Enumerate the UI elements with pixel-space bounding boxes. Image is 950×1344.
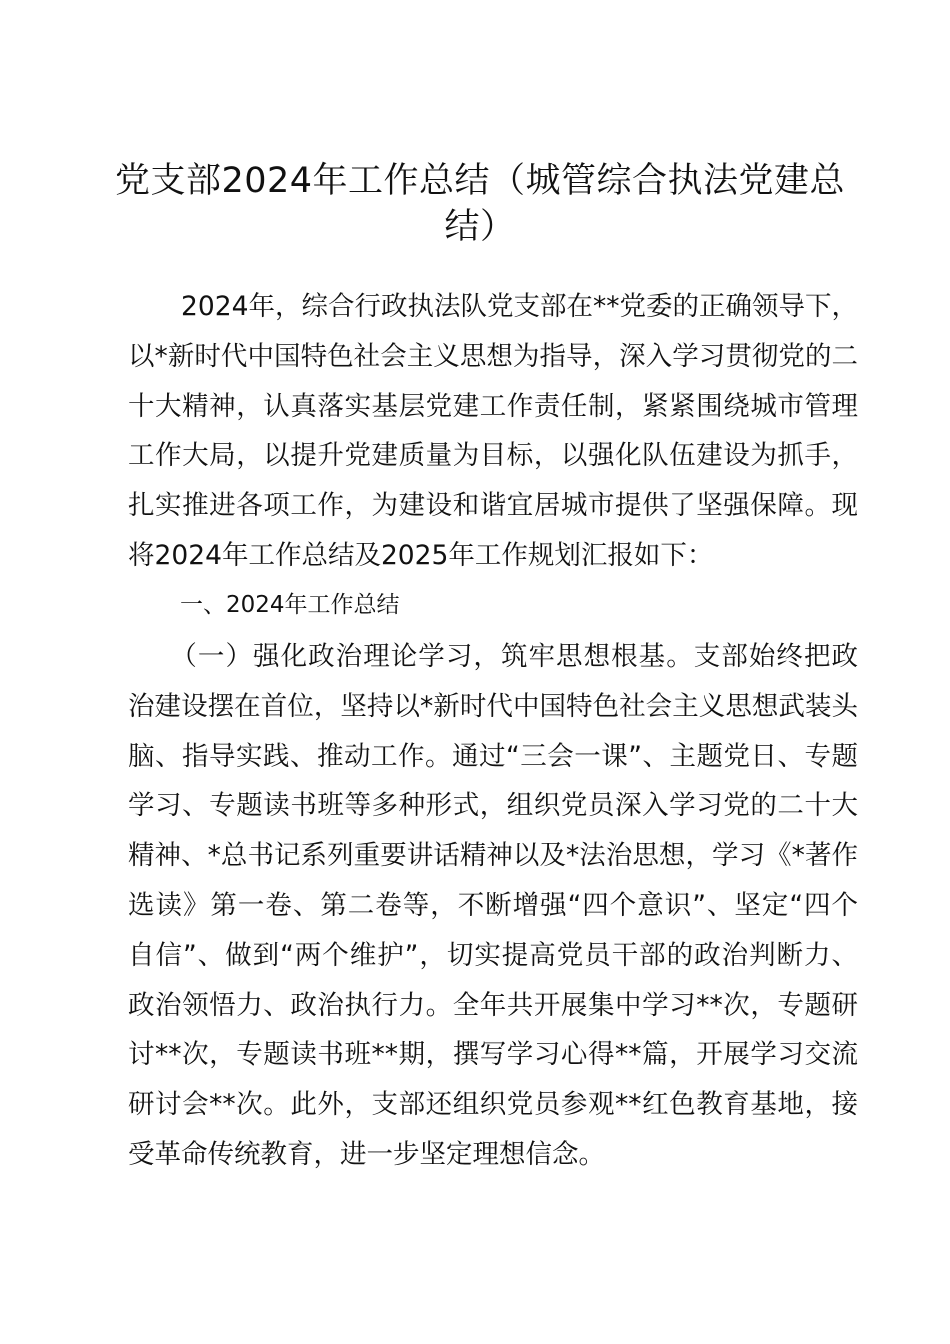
- intro-block: [128, 282, 858, 581]
- intro-paragraph: 2024年，综合行政执法队党支部在**党委的正确领导下，以*新时代中国特色社会主义思想为指导，深入学习贯彻党的二十大精神，认真落实基层党建工作责任制，紧紧围绕城市管理工作大局，以提升党建质量为目标，以强化队伍建设为抓手，扎实推进各项工作，为建设和谐宜居城市提供了坚强保障。现将2024年工作总结及2025年工作规划汇报如下：: [128, 291, 858, 571]
- section-paragraph: （一）强化政治理论学习，筑牢思想根基。支部始终把政治建设摆在首位，坚持以*新时代中国特色社会主义思想武装头脑、指导实践、推动工作。通过“三会一课”、主题党日、专题学习、专题读书班等多种形式，组织党员深入学习党的二十大精神、*总书记系列重要讲话精神以及*法治思想，学习《*著作选读》第一卷、第二卷等，不断增强“四个意识”、坚定“四个自信”、做到“两个维护”，切实提高党员干部的政治判断力、政治领悟力、政治执行力。全年共开展集中学习**次，专题研讨**次，专题读书班**期，撰写学习心得**篇，开展学习交流研讨会**次。此外，支部还组织党员参观**红色教育基地，接受革命传统教育，进一步坚定理想信念。: [128, 641, 858, 1170]
- document-title: 党支部2024年工作总结（城管综合执法党建总结）: [114, 161, 846, 247]
- section-heading: 一、2024年工作总结: [180, 592, 400, 618]
- section-block: [128, 632, 858, 1180]
